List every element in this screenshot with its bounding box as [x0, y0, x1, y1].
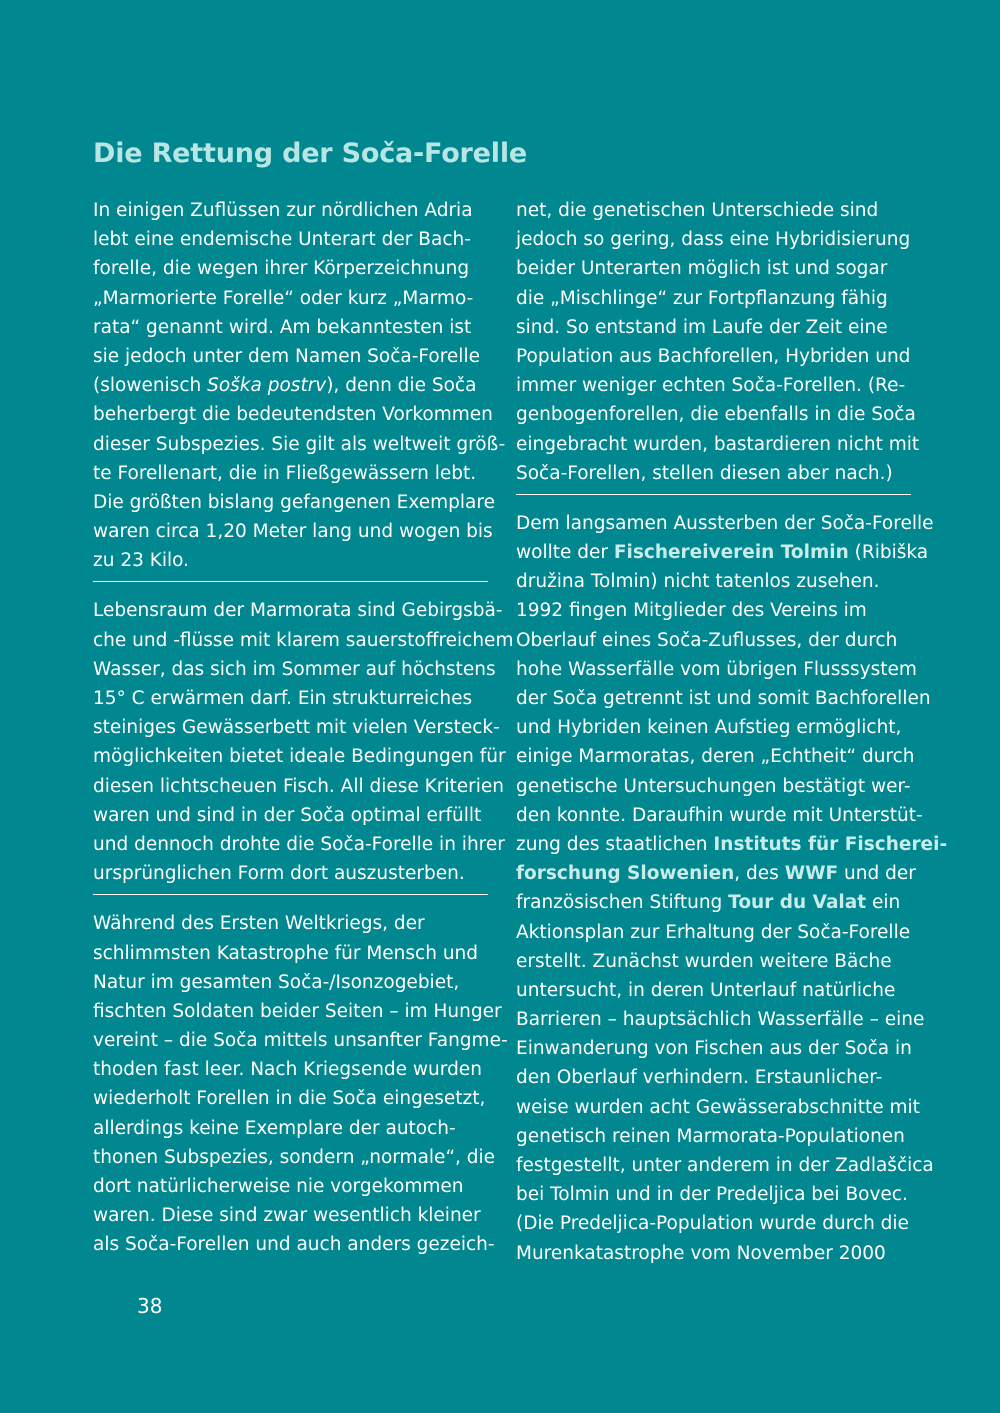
text-segment: und Hybriden keinen Aufstieg ermöglicht, [516, 717, 902, 739]
text-segment: thonen Subspezies, sondern „normale“, die [93, 1146, 496, 1168]
text-segment: (Ribiška [848, 542, 929, 564]
text-segment: Dem langsamen Aussterben der Soča-Forelle [516, 512, 934, 534]
text-line [93, 939, 488, 968]
text-segment: „Marmorierte Forelle“ oder kurz „Marmo- [93, 287, 474, 309]
text-line [93, 196, 488, 225]
text-segment: genetische Untersuchungen bestätigt wer- [516, 775, 911, 797]
text-segment: In einigen Zuflüssen zur nördlichen Adria [93, 200, 473, 221]
text-line [93, 430, 506, 459]
text-segment: Einwanderung von Fischen aus der Soča in [516, 1038, 912, 1060]
section-divider [516, 494, 911, 495]
text-segment: steiniges Gewässerbett mit vielen Versteck- [93, 717, 500, 739]
text-segment: waren circa 1,20 Meter lang und wogen bis [93, 521, 493, 543]
text-line [93, 1084, 488, 1113]
text-segment: waren. Diese sind zwar wesentlich kleiner [93, 1205, 481, 1227]
text-line [516, 713, 911, 742]
text-segment: Während des Ersten Weltkriegs, der [93, 913, 425, 935]
text-segment: und dennoch drohte die Soča-Forelle in ihrer [93, 833, 505, 855]
text-line [516, 772, 911, 801]
emphasized-term: Fischereiverein Tolmin [613, 542, 849, 564]
text-line [516, 1093, 920, 1122]
text-segment: eingebracht wurden, bastardieren nicht mit [516, 433, 920, 455]
text-segment: dort natürlicherweise nie vorgekommen [93, 1176, 464, 1197]
emphasized-term: Instituts für Fischerei- [713, 833, 948, 855]
text-line [93, 997, 502, 1026]
text-segment: družina Tolmin) nicht tatenlos zusehen. [516, 571, 880, 593]
text-segment: jedoch so gering, dass eine Hybridisierung [516, 229, 911, 251]
text-line [93, 1026, 508, 1055]
text-segment: sie jedoch unter dem Namen Soča-Forelle [93, 345, 480, 367]
text-line [516, 830, 948, 859]
text-line [93, 400, 493, 429]
text-line [516, 538, 929, 567]
text-column-left [93, 196, 514, 1260]
text-segment: beherbergt die bedeutendsten Vorkommen [93, 404, 493, 426]
text-segment: immer weniger echten Soča-Forellen. (Re- [516, 375, 906, 397]
text-line [516, 684, 931, 713]
emphasized-term: Tour du Valat [728, 892, 867, 914]
text-line [93, 342, 488, 371]
text-line [516, 342, 911, 371]
text-line [516, 313, 911, 342]
text-segment: , des [734, 863, 785, 885]
text-line [93, 254, 488, 283]
text-segment: Population aus Bachforellen, Hybriden und [516, 345, 911, 367]
text-line [516, 859, 916, 888]
text-line [516, 196, 911, 225]
text-line [516, 254, 911, 283]
text-segment: fischten Soldaten beider Seiten – im Hunger [93, 1000, 502, 1022]
text-segment: lebt eine endemische Unterart der Bach- [93, 229, 471, 251]
text-line [93, 546, 488, 575]
text-line [93, 859, 488, 888]
text-line [93, 830, 505, 859]
text-segment: beider Unterarten möglich ist und sogar [516, 258, 888, 280]
text-segment: untersucht, in deren Unterlauf natürliche [516, 979, 896, 1001]
text-segment: erstellt. Zunächst wurden weitere Bäche [516, 950, 892, 972]
text-segment: als Soča-Forellen und auch anders gezeich- [93, 1234, 495, 1256]
text-line [516, 1180, 911, 1209]
text-line [93, 596, 503, 625]
text-segment: festgestellt, unter anderem in der Zadlaščica [516, 1155, 934, 1176]
text-segment: ursprünglichen Form dort auszusterben. [93, 863, 465, 885]
text-line [516, 509, 934, 538]
text-segment: zung des staatlichen [516, 833, 714, 855]
text-line [516, 430, 920, 459]
text-line [516, 371, 911, 400]
text-line [516, 400, 916, 429]
text-line [516, 596, 911, 625]
text-line [93, 313, 488, 342]
section-divider [93, 581, 488, 582]
text-segment: hohe Wasserfälle vom übrigen Flusssystem [516, 658, 917, 680]
text-segment: (Die Predeljica-Population wurde durch die [516, 1213, 909, 1235]
text-line [93, 1114, 488, 1143]
text-segment: waren und sind in der Soča optimal erfüllt [93, 804, 482, 826]
text-segment: wiederholt Forellen in die Soča eingesetzt, [93, 1088, 486, 1110]
text-segment: che und -flüsse mit klarem sauerstoffreichem [93, 629, 514, 651]
text-segment: der Soča getrennt ist und somit Bachforellen [516, 688, 931, 709]
text-segment: Die größten bislang gefangenen Exemplare [93, 491, 495, 513]
text-line [516, 626, 911, 655]
text-segment: ein [866, 892, 901, 914]
text-line [93, 772, 505, 801]
text-segment: Natur im gesamten Soča-/Isonzogebiet, [93, 971, 460, 993]
page-number: 38 [137, 1294, 163, 1318]
text-segment: rata“ genannt wird. Am bekanntesten ist [93, 316, 472, 338]
text-segment: Aktionsplan zur Erhaltung der Soča-Forelle [516, 921, 911, 943]
text-line [516, 801, 923, 830]
text-line [516, 567, 911, 596]
text-segment: wollte der [516, 542, 614, 564]
text-line [516, 459, 911, 488]
text-line [93, 459, 488, 488]
text-line [93, 488, 495, 517]
text-line [516, 888, 911, 917]
text-line [93, 626, 514, 655]
text-line [516, 1122, 911, 1151]
text-segment: bei Tolmin und in der Predeljica bei Bovec. [516, 1184, 908, 1206]
text-segment: 15° C erwärmen darf. Ein strukturreiches [93, 688, 473, 709]
text-segment: Oberlauf eines Soča-Zuflusses, der durch [516, 629, 898, 651]
text-line [93, 1201, 488, 1230]
text-line [516, 976, 911, 1005]
text-segment: forelle, die wegen ihrer Körperzeichnung [93, 258, 470, 280]
text-line [516, 1239, 911, 1268]
text-segment: allerdings keine Exemplare der autoch- [93, 1117, 456, 1139]
text-line [516, 284, 911, 313]
text-line [93, 968, 488, 997]
text-segment: Murenkatastrophe vom November 2000 [516, 1242, 886, 1264]
text-segment: ), denn die Soča [326, 375, 477, 397]
text-segment: weise wurden acht Gewässerabschnitte mit [516, 1096, 920, 1118]
text-segment: net, die genetischen Unterschiede sind [516, 200, 879, 221]
text-segment: Soča-Forellen, stellen diesen aber nach.) [516, 462, 893, 484]
section-divider [93, 894, 488, 895]
text-line [516, 1151, 934, 1180]
text-segment: einige Marmoratas, deren „Echtheit“ durch [516, 746, 915, 768]
page-title: Die Rettung der Soča-Forelle [93, 138, 527, 169]
text-segment: vereint – die Soča mittels unsanfter Fangme- [93, 1030, 508, 1052]
text-segment: schlimmsten Katastrophe für Mensch und [93, 942, 479, 964]
text-line [516, 1209, 911, 1238]
text-line [93, 1172, 488, 1201]
text-segment: die „Mischlinge“ zur Fortpflanzung fähig [516, 287, 888, 309]
text-line [516, 655, 917, 684]
text-segment: thoden fast leer. Nach Kriegsende wurden [93, 1059, 482, 1081]
text-line [516, 742, 915, 771]
text-line [516, 225, 911, 254]
text-segment: Wasser, das sich im Sommer auf höchstens [93, 658, 496, 680]
text-segment: dieser Subspezies. Sie gilt als weltweit größ- [93, 433, 506, 455]
text-line [93, 1230, 495, 1259]
text-segment: 1992 fingen Mitglieder des Vereins im [516, 600, 867, 622]
text-line [93, 371, 488, 400]
text-column-right [516, 196, 948, 1268]
text-line [516, 1005, 925, 1034]
text-line [93, 517, 493, 546]
text-line [93, 742, 506, 771]
text-segment: (slowenisch [93, 375, 208, 397]
text-line [93, 284, 488, 313]
text-segment: Barrieren – hauptsächlich Wasserfälle – eine [516, 1009, 925, 1031]
text-segment: genbogenforellen, die ebenfalls in die Soča [516, 404, 916, 426]
emphasized-term: WWF [784, 863, 839, 885]
text-line [93, 713, 500, 742]
text-segment: sind. So entstand im Laufe der Zeit eine [516, 316, 888, 338]
text-segment: möglichkeiten bietet ideale Bedingungen für [93, 746, 506, 768]
text-line [516, 1034, 911, 1063]
text-line [93, 1055, 488, 1084]
text-line [93, 1143, 496, 1172]
text-segment: diesen lichtscheuen Fisch. All diese Kriterien [93, 775, 505, 797]
text-segment: genetisch reinen Marmorata-Populationen [516, 1125, 905, 1147]
text-segment: den Oberlauf verhindern. Erstaunlicher- [516, 1067, 883, 1089]
text-segment: und der [838, 863, 916, 885]
text-line [516, 918, 911, 947]
text-segment: zu 23 Kilo. [93, 550, 190, 572]
text-line [516, 1063, 911, 1092]
text-line [93, 225, 488, 254]
text-segment: te Forellenart, die in Fließgewässern lebt. [93, 462, 477, 484]
emphasized-term: forschung Slowenien [516, 863, 735, 885]
text-line [93, 684, 488, 713]
text-segment: den konnte. Daraufhin wurde mit Unterstüt- [516, 804, 923, 826]
text-line [516, 947, 911, 976]
text-line [93, 655, 496, 684]
italic-term: Soška postrv [207, 375, 327, 397]
text-line [93, 801, 488, 830]
text-segment: französischen Stiftung [516, 892, 729, 914]
text-segment: Lebensraum der Marmorata sind Gebirgsbä- [93, 600, 503, 622]
text-line [93, 909, 488, 938]
